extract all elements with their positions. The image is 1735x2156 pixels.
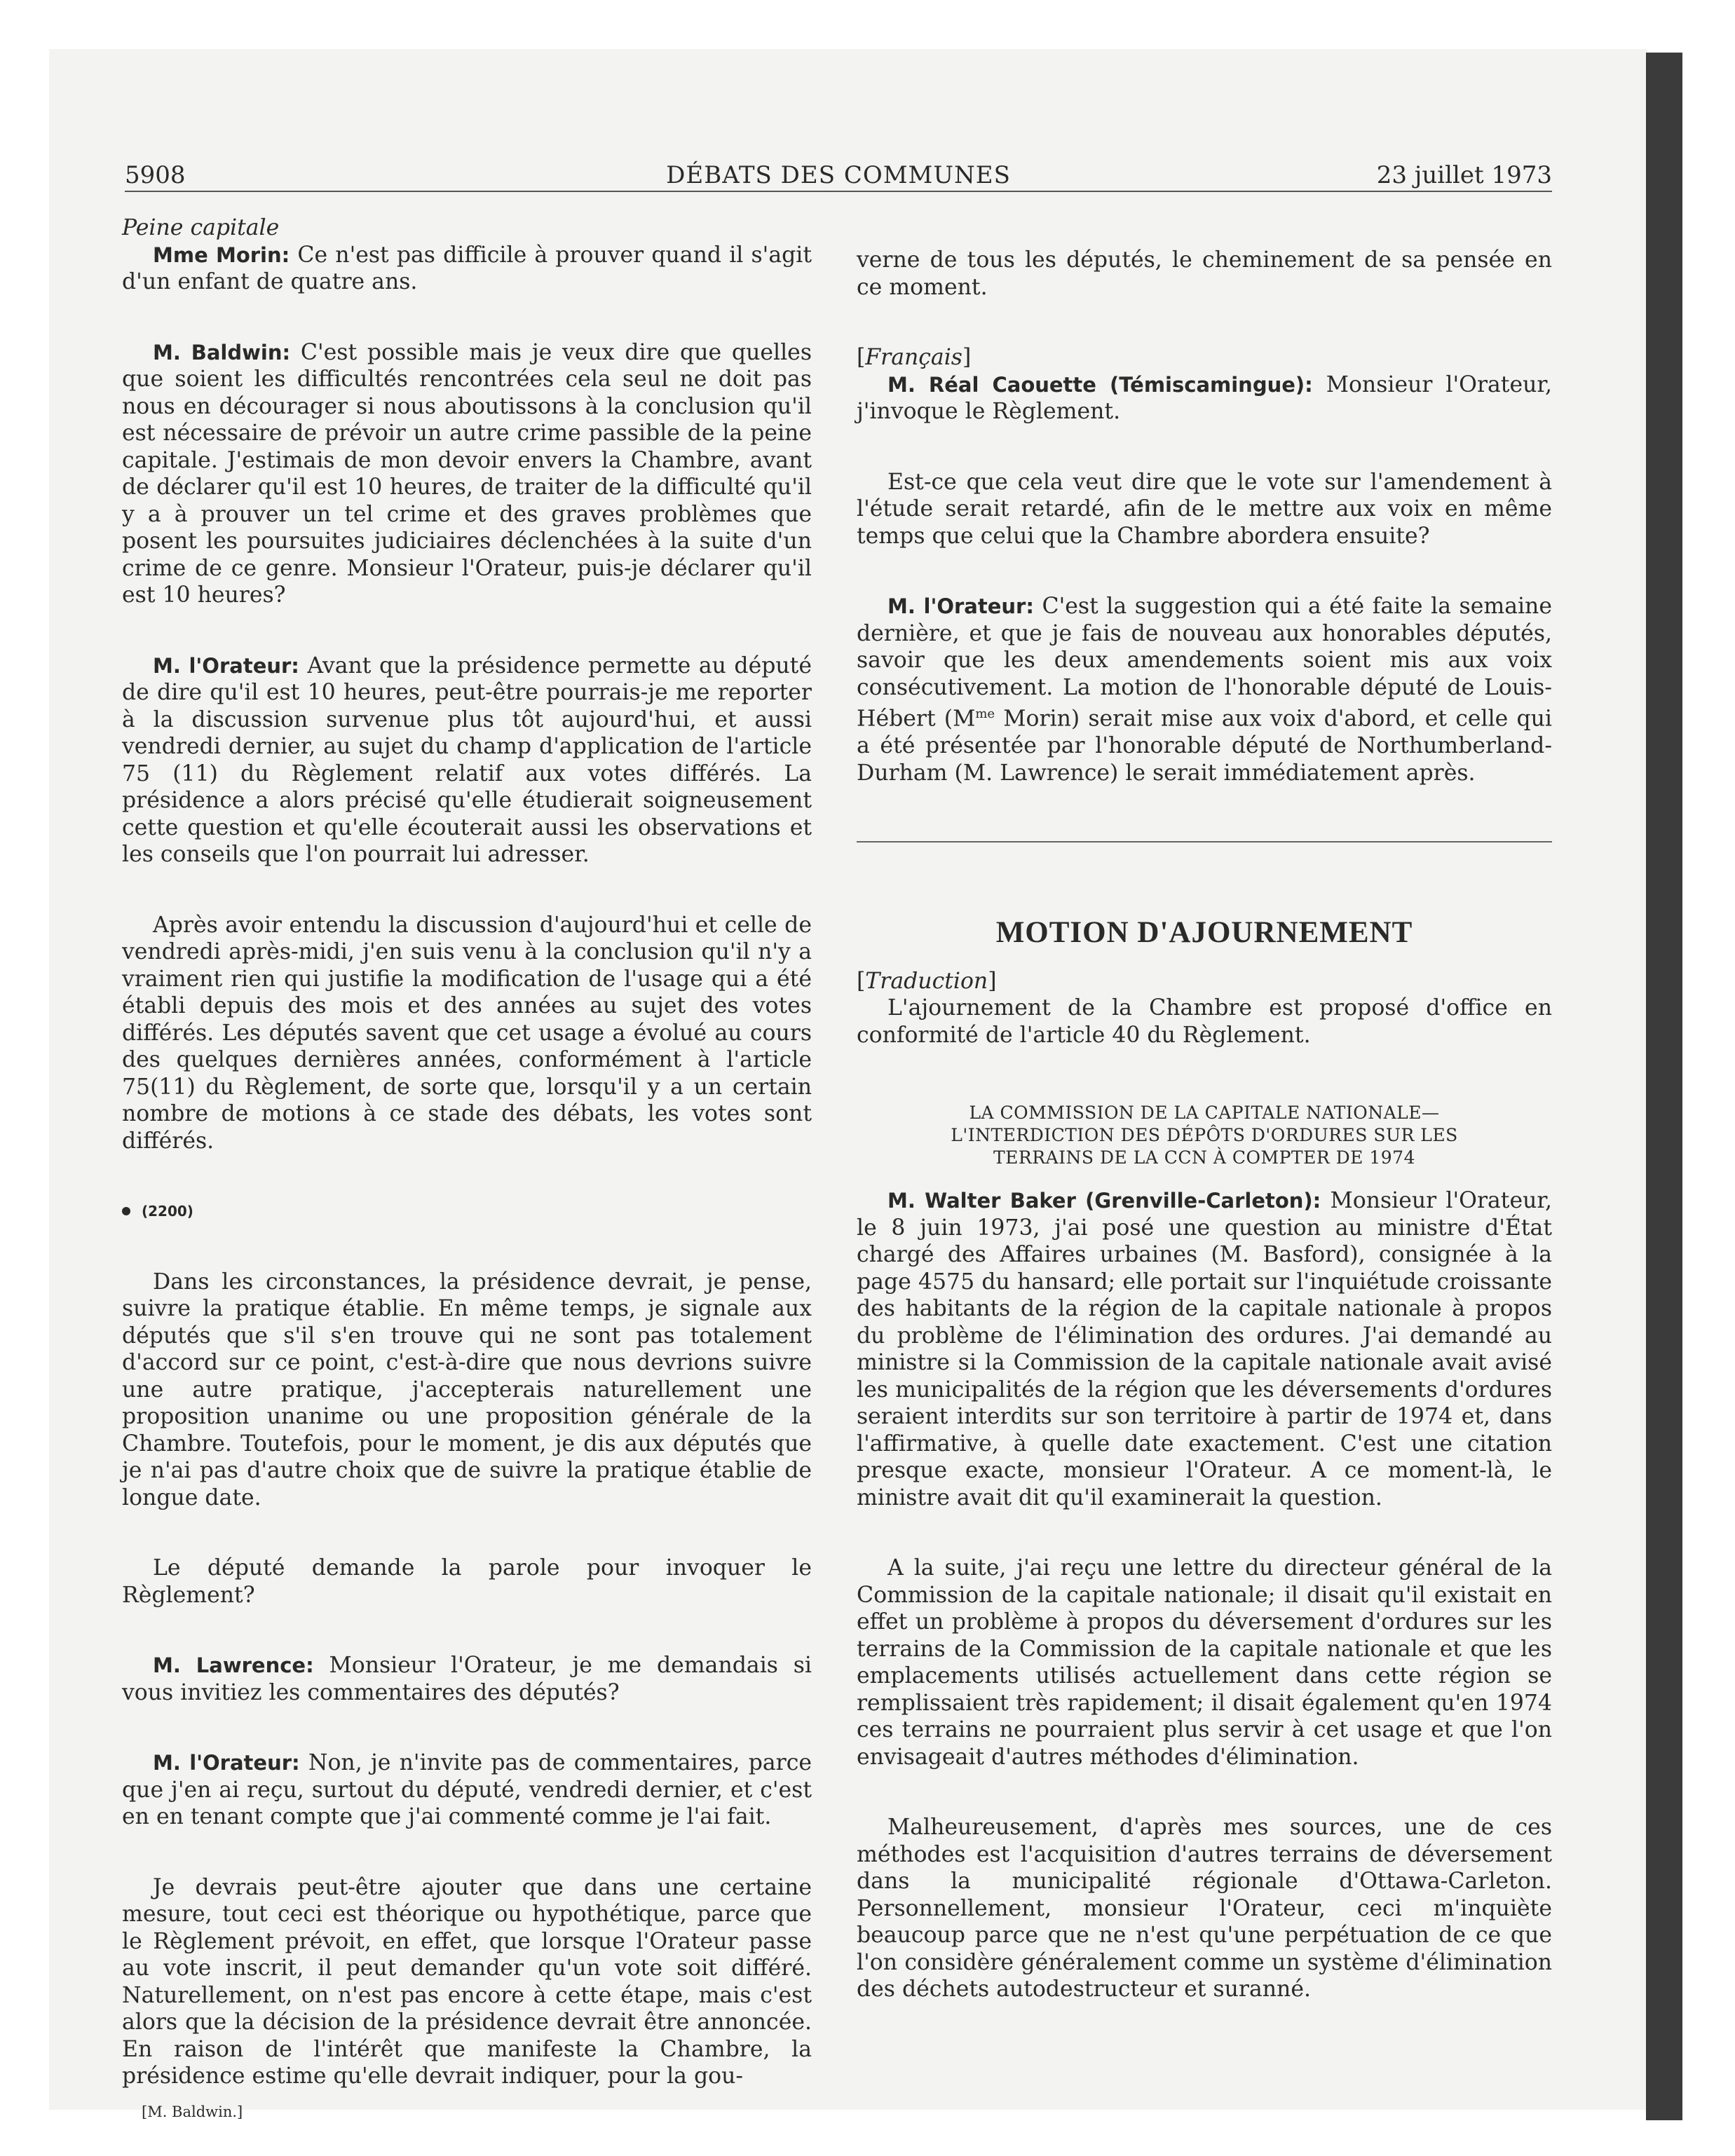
paragraph: Je devrais peut-être ajouter que dans une certaine mesure, tout ceci est théorique ou hypothétique, parce que le Règlement prévoit, en effet, que lorsque l'Orateur passe au vote inscrit, il peut demander qu'un vote soit différé. Naturellement, on n'est pas encore à cette étape, mais c'est alors que la décision de la présidence devrait être annoncée. En raison de l'intérêt que manifeste la Chambre, la présidence estime qu'elle devrait indiquer, pour la gou- <box>122 1874 812 2089</box>
language-tag: [Traduction] <box>857 968 997 994</box>
paragraph: Le député demande la parole pour invoquer le Règlement? <box>122 1555 812 1608</box>
paragraph <box>122 242 812 296</box>
speaker-name: M. l'Orateur: <box>887 594 1034 618</box>
motion-title: MOTION D'AJOURNEMENT <box>995 916 1413 949</box>
paragraph: Après avoir entendu la discussion d'aujourd'hui et celle de vendredi après-midi, j'en suis venu à la conclusion qu'il n'y a vraiment rien qui justifie la modification de l'usage qui a été établi depuis des mois et des années au sujet des votes différés. Les députés savent que cet usage a évolué au cours des quelques dernières années, conformément à l'article 75(11) du Règlement, de sorte que, lorsqu'il y a un certain nombre de motions à ce stade des débats, les votes sont différés. <box>122 912 812 1154</box>
paragraph: Est-ce que cela veut dire que le vote sur l'amendement à l'étude serait retardé, afin de le mettre aux voix en même temps que celui que la Chambre abordera ensuite? <box>857 469 1552 549</box>
time-marker <box>122 1198 812 1225</box>
paragraph <box>122 653 812 868</box>
speaker-name: M. Walter Baker (Grenville-Carleton): <box>887 1189 1321 1213</box>
paragraph <box>857 371 1552 425</box>
section-subhead: Peine capitale <box>122 215 280 240</box>
right-column <box>857 247 1552 2003</box>
paragraph: Dans les circonstances, la présidence devrait, je pense, suivre la pratique établie. En même temps, je signale aux députés que s'il s'en trouve qui ne sont pas totalement d'accord sur ce point, c'est-à-dire que nous devrions suivre une autre pratique, j'accepterais naturellement une proposition unanime ou une proposition générale de la Chambre. Toutefois, pour le moment, je dis aux députés que je n'ai pas d'autre choix que de suivre la pratique établie de longue date. <box>122 1269 812 1510</box>
paragraph <box>122 1652 812 1706</box>
paragraph: A la suite, j'ai reçu une lettre du directeur général de la Commission de la capitale nationale; il disait qu'il existait en effet un problème à propos du déversement d'ordures sur les terrains de la Commission de la capitale nationale et que les emplacements utilisés actuellement dans cette région se remplissaient très rapidement; il disait également qu'en 1974 ces terrains ne pourraient plus servir à cet usage et que l'on envisageait d'autres méthodes d'élimination. <box>857 1555 1552 1770</box>
speaker-name: M. Lawrence: <box>153 1653 314 1677</box>
paragraph: M. l'Orateur: C'est la suggestion qui a été faite la semaine dernière, et que je fais de nouveau aux honorables députés, savoir que les deux amendements soient mis aux voix consécutivement. La motion de l'honorable député de Louis-Hébert ($M^{me}$ Morin) serait mise aux voix d'abord, et celle qui a été présentée par l'honorable député de Northumberland-Durham (M. Lawrence) le serait immédiatement après. <box>857 594 1552 786</box>
paragraph: L'ajournement de la Chambre est proposé d'office en conformité de l'article 40 du Règlement. <box>857 995 1552 1048</box>
bullet-icon <box>122 1207 130 1215</box>
time-marker-text: (2200) <box>142 1203 193 1220</box>
paragraph-text: Monsieur l'Orateur, j'invoque le Règlement. <box>857 371 1552 424</box>
speaker-name: M. l'Orateur: <box>153 653 299 678</box>
paragraph-text: Monsieur l'Orateur, le 8 juin 1973, j'ai posé une question au ministre d'État chargé des Affaires urbaines (M. Basford), consignée à la page 4575 du hansard; elle portait sur l'inquiétude croissante des habitants de la région de la capitale nationale à propos du problème de l'élimination des ordures. J'ai demandé au ministre si la Commission de la capitale nationale avait avisé les municipalités de la région que les déversements d'ordures seraient interdits sur son territoire à partir de 1974 et, dans l'affirmative, à quelle date exactement. C'est une citation presque exacte, monsieur l'Orateur. A ce moment-là, le ministre avait dit qu'il examinerait la question. <box>857 1188 1552 1510</box>
speaker-name: M. Réal Caouette (Témiscamingue): <box>887 372 1313 397</box>
paragraph-text: Non, je n'invite pas de commentaires, parce que j'en ai reçu, surtout du député, vendredi dernier, et c'est en en tenant compte que j'ai commenté comme je l'ai fait. <box>122 1750 812 1829</box>
paragraph-text: Monsieur l'Orateur, je me demandais si vous invitiez les commentaires des députés? <box>122 1653 812 1705</box>
speaker-name: M. Baldwin: <box>153 340 291 364</box>
paragraph: verne de tous les députés, le cheminement de sa pensée en ce moment. <box>857 247 1552 300</box>
paragraph <box>857 1187 1552 1511</box>
publication-date: 23 juillet 1973 <box>1376 161 1552 189</box>
paragraph-text: C'est possible mais je veux dire que quelles que soient les difficultés rencontrées cela seul ne doit pas nous en décourager si nous aboutissons à la conclusion qu'il est nécessaire de prévoir un autre crime passible de la peine capitale. J'estimais de mon devoir envers la Chambre, avant de déclarer qu'il est 10 heures, de traiter de la difficulté qu'il y a à prouver un tel crime et des graves problèmes que posent les poursuites judiciaires déclenchées à la suite d'un crime de ce genre. Monsieur l'Orateur, puis-je déclarer qu'il est 10 heures? <box>122 339 812 608</box>
paragraph-text: Avant que la présidence permette au député de dire qu'il est 10 heures, peut-être pourrais-je me reporter à la discussion survenue plus tôt aujourd'hui, et aussi vendredi dernier, au sujet du champ d'application de l'article 75 (11) du Règlement relatif aux votes différés. La présidence a alors précisé qu'elle étudierait soigneusement cette question et qu'elle écouterait aussi les observations et les conseils que l'on pourrait lui adresser. <box>122 653 812 867</box>
page-number: 5908 <box>125 161 186 189</box>
section-heading: LA COMMISSION DE LA CAPITALE NATIONALE— L'INTERDICTION DES DÉPÔTS D'ORDURES SUR LES TERRAINS DE LA CCN À COMPTER DE 1974 <box>951 1103 1458 1168</box>
page-header <box>125 160 1552 192</box>
paragraph <box>122 1749 812 1831</box>
publication-title: DÉBATS DES COMMUNES <box>666 161 1011 189</box>
paragraph: Malheureusement, d'après mes sources, une de ces méthodes est l'acquisition d'autres terrains de déversement dans la municipalité régionale d'Ottawa-Carleton. Personnellement, monsieur l'Orateur, ceci m'inquiète beaucoup parce que ne n'est qu'une perpétuation de ce que l'on considère généralement comme un système d'élimination des déchets autodestructeur et suranné. <box>857 1815 1552 2002</box>
speaker-name: Mme Morin: <box>153 243 290 267</box>
paragraph <box>122 339 812 609</box>
speaker-name: M. l'Orateur: <box>153 1751 300 1775</box>
page-footnote: [M. Baldwin.] <box>142 2103 243 2120</box>
left-column <box>122 214 812 2125</box>
language-tag: [Français] <box>857 345 972 370</box>
paragraph-text: Ce n'est pas difficile à prouver quand il s'agit d'un enfant de quatre ans. <box>122 242 812 294</box>
